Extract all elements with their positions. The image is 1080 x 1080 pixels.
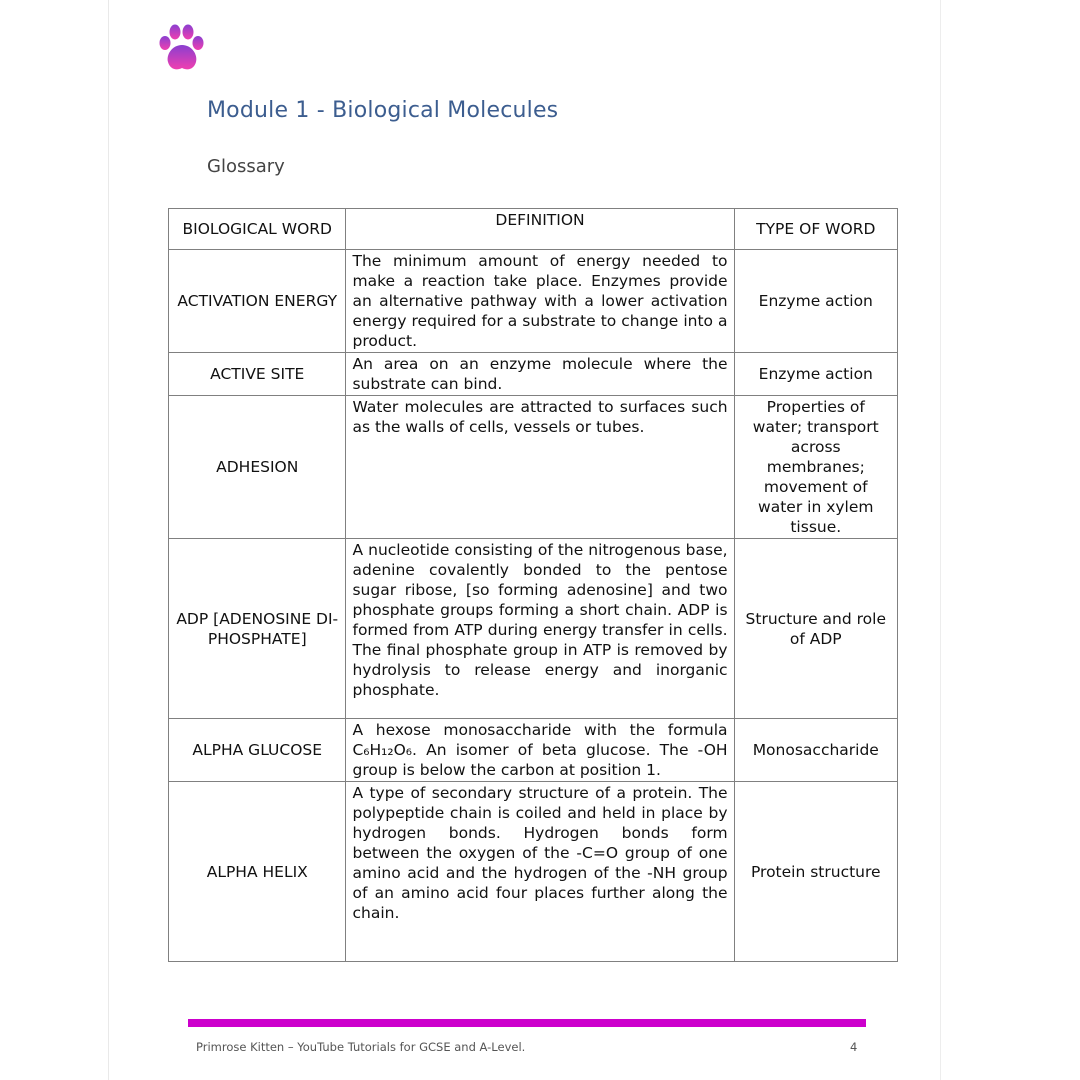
- table-row: [169, 539, 898, 719]
- row-type: Enzyme action: [734, 250, 897, 353]
- page-title: Module 1 - Biological Molecules: [207, 98, 559, 123]
- row-definition: An area on an enzyme molecule where the substrate can bind.: [346, 353, 734, 396]
- row-word: ACTIVATION ENERGY: [169, 250, 346, 353]
- table-row: [169, 353, 898, 396]
- row-word: ADP [ADENOSINE DI-PHOSPHATE]: [169, 539, 346, 719]
- section-subtitle: Glossary: [207, 156, 285, 177]
- page-left-margin: [0, 0, 109, 1080]
- table-row: [169, 782, 898, 962]
- row-definition: A hexose monosaccharide with the formula C₆H₁₂O₆. An isomer of beta glucose. The -OH group is below the carbon at position 1.: [346, 719, 734, 782]
- table-row: [169, 250, 898, 353]
- column-header-word: BIOLOGICAL WORD: [169, 209, 346, 250]
- paw-icon: [156, 22, 208, 74]
- row-definition: A nucleotide consisting of the nitrogenous base, adenine covalently bonded to the pentose sugar ribose, [so forming adenosine] and two phosphate groups forming a short chain. ADP is formed from ATP during energy transfer in cells. The final phosphate group in ATP is removed by hydrolysis to release energy and inorganic phosphate.: [346, 539, 734, 719]
- row-type: Properties of water; transport across membranes; movement of water in xylem tissue.: [734, 396, 897, 539]
- table-row: [169, 719, 898, 782]
- row-word: ACTIVE SITE: [169, 353, 346, 396]
- row-type: Structure and role of ADP: [734, 539, 897, 719]
- row-word: ALPHA HELIX: [169, 782, 346, 962]
- column-header-definition: DEFINITION: [346, 209, 734, 250]
- table-header-row: [169, 209, 898, 250]
- footer-text: Primrose Kitten – YouTube Tutorials for GCSE and A-Level.: [196, 1040, 526, 1054]
- page-number: 4: [850, 1040, 858, 1054]
- row-definition: Water molecules are attracted to surfaces such as the walls of cells, vessels or tubes.: [346, 396, 734, 539]
- row-type: Protein structure: [734, 782, 897, 962]
- page-right-margin: [940, 0, 1080, 1080]
- row-word: ADHESION: [169, 396, 346, 539]
- table-row: [169, 396, 898, 539]
- row-definition: The minimum amount of energy needed to make a reaction take place. Enzymes provide an alternative pathway with a lower activation energy required for a substrate to change into a product.: [346, 250, 734, 353]
- row-word: ALPHA GLUCOSE: [169, 719, 346, 782]
- footer-divider: [188, 1019, 866, 1027]
- row-definition: A type of secondary structure of a protein. The polypeptide chain is coiled and held in place by hydrogen bonds. Hydrogen bonds form between the oxygen of the -C=O group of one amino acid and the hydrogen of the -NH group of an amino acid four places further along the chain.: [346, 782, 734, 962]
- glossary-table: [168, 208, 898, 962]
- row-type: Enzyme action: [734, 353, 897, 396]
- column-header-type: TYPE OF WORD: [734, 209, 897, 250]
- row-type: Monosaccharide: [734, 719, 897, 782]
